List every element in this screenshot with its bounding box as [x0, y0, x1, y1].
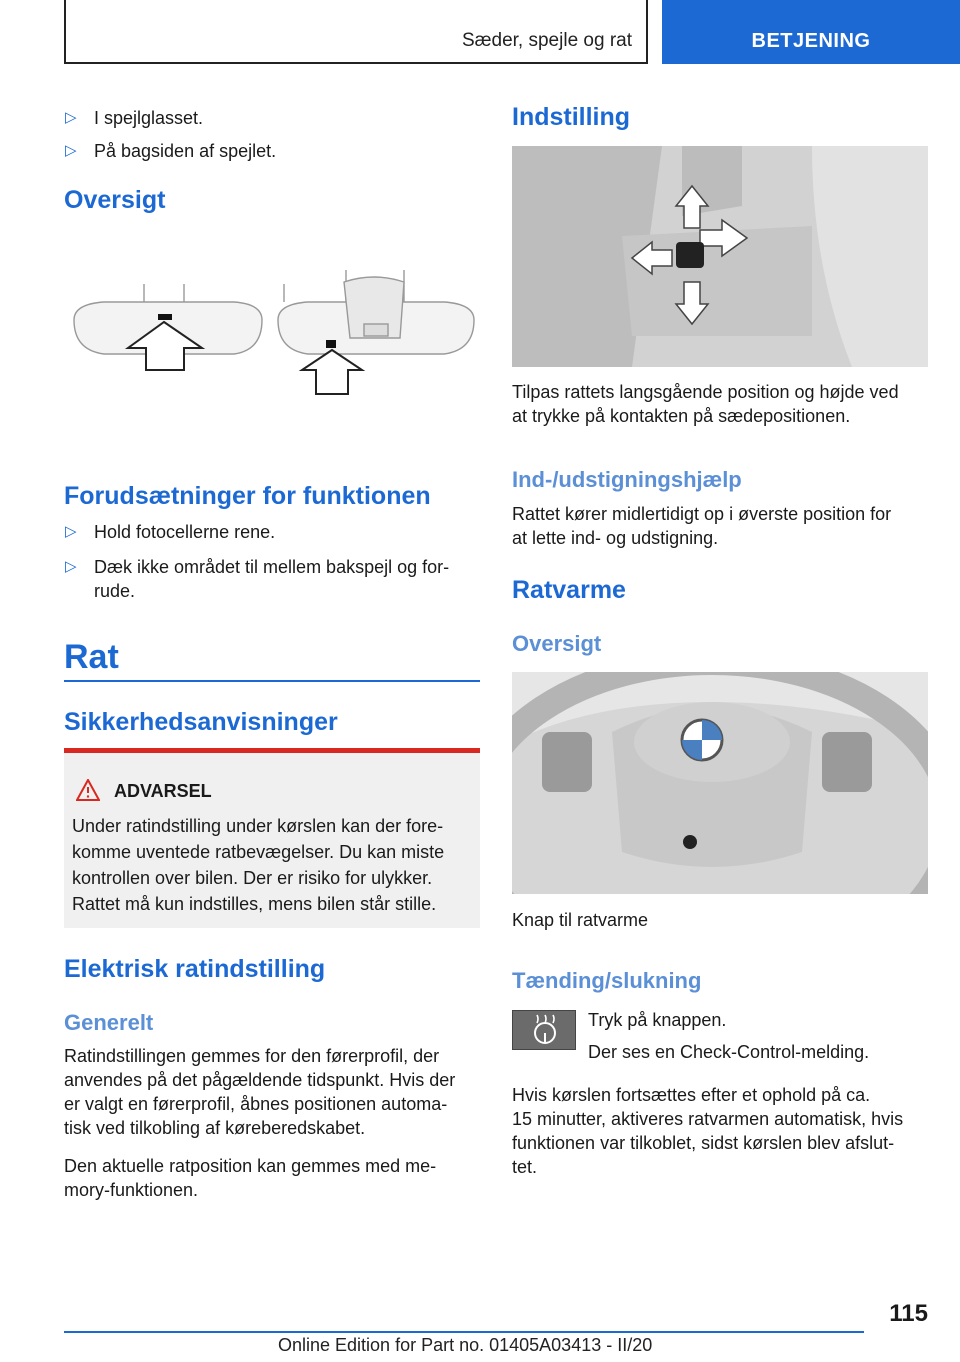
heading-rule: [64, 680, 480, 682]
arrow-up-icon: [302, 350, 362, 394]
sensor-front-icon: [158, 314, 172, 320]
mirror-illustration: [64, 262, 480, 407]
header-section-title: Sæder, spejle og rat: [461, 30, 632, 51]
bullet-item: ▷ I spejlglasset.: [65, 108, 204, 128]
sensor-back-icon: [326, 340, 336, 348]
heading-indstilling: Indstilling: [512, 103, 631, 131]
warning-text: Under ratindstilling under kørslen kan der fore- komme uventede ratbevægelser. Du kan miste kontrollen over bilen. Der er risiko for ulykker. Rattet må kun indstilles, mens bilen står stille.: [72, 816, 445, 914]
paragraph-generelt: Ratindstillingen gemmes for den førerprofil, der anvendes på det pågældende tidspunkt. Hvis der er valgt en førerprofil, åbnes positionen automa- tisk ved tilkobling af køreberedskabet.: [64, 1046, 456, 1138]
bullet-triangle-icon: ▷: [65, 558, 77, 575]
warning-triangle-icon: [76, 779, 100, 801]
heading-ind-udstigningshjaelp: Ind-/udstigningshjælp: [512, 467, 742, 492]
footer-edition: Online Edition for Part no. 01405A03413 - II/20: [278, 1335, 653, 1355]
heading-rat: Rat: [64, 638, 119, 676]
heating-button-icon: [683, 835, 697, 849]
paragraph-ophold: Hvis kørslen fortsættes efter et ophold på ca. 15 minutter, aktiveres ratvarmen automatisk, hvis funktionen var tilkoblet, sidst kørslen blev afslut- tet.: [512, 1085, 904, 1177]
heading-generelt: Generelt: [64, 1010, 154, 1035]
paragraph-check-control: Der ses en Check-Control-melding.: [588, 1042, 870, 1062]
footer-rule: [64, 1331, 864, 1333]
steering-adjust-photo: [512, 146, 928, 367]
page-number: 115: [889, 1300, 928, 1327]
header-chapter-tab: BETJENING: [662, 0, 960, 64]
bullet-continuation: rude.: [94, 581, 136, 601]
paragraph-indstilling: Tilpas rattets langsgående position og højde ved at trykke på kontakten på sædepositionen.: [512, 382, 899, 426]
heading-ratvarme: Ratvarme: [512, 576, 626, 604]
bullet-triangle-icon: ▷: [65, 142, 77, 159]
steering-heating-button-icon: [512, 1010, 576, 1050]
heading-oversigt: Oversigt: [64, 186, 166, 214]
heading-taending-slukning: Tænding/slukning: [512, 968, 702, 993]
warning-title: ADVARSEL: [114, 781, 212, 801]
heading-sikkerhedsanvisninger: Sikkerhedsanvisninger: [64, 708, 338, 736]
adjust-switch-icon: [676, 242, 704, 268]
heading-oversigt-ratvarme: Oversigt: [512, 631, 602, 656]
bullet-item: ▷ På bagsiden af spejlet.: [65, 141, 277, 161]
bullet-item: ▷ Hold fotocellerne rene.: [65, 522, 276, 542]
caption-knap-til-ratvarme: Knap til ratvarme: [512, 910, 649, 930]
steering-wheel-photo: [512, 672, 928, 894]
heading-elektrisk-ratindstilling: Elektrisk ratindstilling: [64, 955, 326, 983]
bullet-triangle-icon: ▷: [65, 109, 77, 126]
paragraph-memory: Den aktuelle ratposition kan gemmes med me- mory-funktionen.: [64, 1156, 437, 1200]
warning-box: [64, 748, 480, 928]
bullet-triangle-icon: ▷: [65, 523, 77, 540]
bullet-item: ▷ Dæk ikke området til mellem bakspejl og for-: [65, 557, 450, 577]
paragraph-ind-udstigning: Rattet kører midlertidigt op i øverste position for at lette ind- og udstigning.: [512, 504, 892, 548]
heading-forudsaetninger: Forudsætninger for funktionen: [64, 482, 431, 510]
paragraph-tryk: Tryk på knappen.: [588, 1010, 727, 1030]
